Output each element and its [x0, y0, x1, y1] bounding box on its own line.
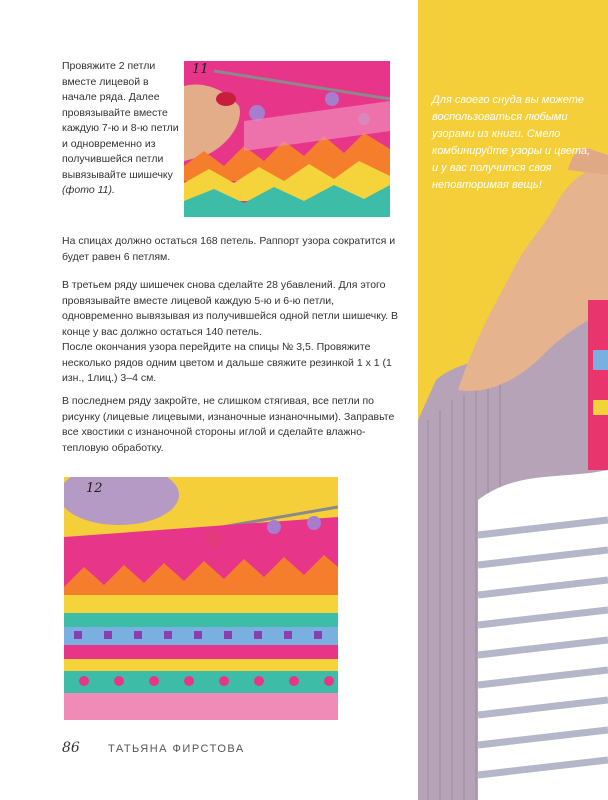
paragraph-2: В третьем ряду шишечек снова сделайте 28 убавлений. Для этого провязывайте вместе лицевой каждую 5-ю и 6-ю петли, одновременно вывязывая из получившейся одной петли шишечку. В конце у вас должно остаться 140 петель.	[62, 279, 398, 338]
knitting-photo-12	[64, 477, 338, 720]
author-name: ТАТЬЯНА ФИРСТОВА	[108, 743, 245, 755]
knitting-photo-11	[184, 61, 390, 217]
intro-photo-ref: (фото 11).	[62, 184, 115, 196]
paragraph-4: В последнем ряду закройте, не слишком стягивая, все петли по рисунку (лицевые лицевыми, изнаночные изнаночными). Заправьте все хвостики с изнаночной стороны иглой и сделайте влажно-тепловую обработку.	[62, 395, 395, 454]
photo-number-12: 12	[86, 481, 103, 496]
page-number: 86	[62, 740, 80, 756]
intro-text	[62, 59, 180, 199]
paragraph-1: На спицах должно остаться 168 петель. Раппорт узора сократится и будет равен 6 петлям.	[62, 235, 396, 263]
photo-11	[184, 61, 390, 217]
sidebar-quote: Для своего снуда вы можете воспользоваться любыми узорами из книги. Смело комбинируйте узоры и цвета, и у вас получится своя неповторимая вещь!	[432, 94, 591, 191]
intro-body: Провяжите 2 петли вместе лицевой в начале ряда. Далее провязывайте вместе каждую 7-ю и 8-ю петли и одновременно из получившейся петли вывязывайте шишечку	[62, 60, 179, 181]
photo-number-11: 11	[192, 62, 209, 77]
photo-12	[64, 477, 338, 720]
paragraph-3: После окончания узора перейдите на спицы № 3,5. Провяжите несколько рядов одним цветом и дальше свяжите резинкой 1 х 1 (1 изн., 1лиц.) 3–4 см.	[62, 341, 392, 384]
